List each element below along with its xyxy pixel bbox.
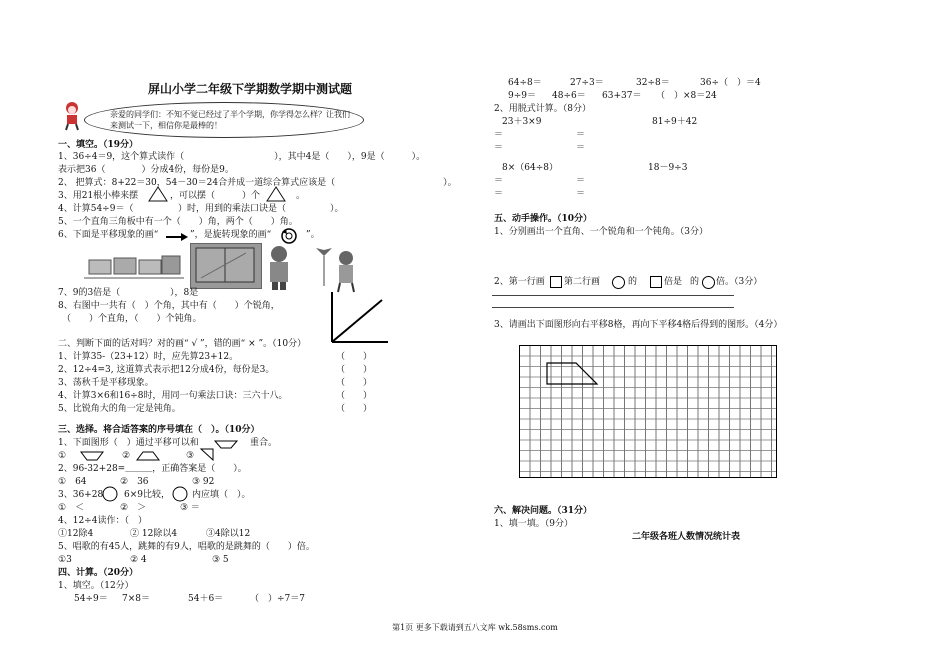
trapezoid-shape [546,362,602,388]
s3-q1a: 1、下面图形（ ）通过平移可以和 [58,438,199,448]
s2-item-4: 4、计算3×6和16÷8时，用同一句乘法口诀：三六十八。 [58,391,288,401]
shape-option-3-icon [200,448,214,462]
boy-picture [262,244,296,290]
s1-q8a: 8、右图中一共有（ ）个角，其中有（ ）个锐角， [58,301,280,311]
window-picture-detail [196,248,254,282]
s2-mark-5: （ ） [336,404,373,414]
s4-row2-b: 27÷3＝ [570,78,604,88]
bubble-text: 亲爱的同学们：不知不觉已经过了半个学期，你学得怎么样？让我们来测试一下，相信你是最棒的！ [110,110,350,130]
s2-mark-3: （ ） [336,378,373,388]
s4-expr-2: 81÷9＋42 [652,117,698,127]
s3-q1b: 重合。 [250,438,278,448]
s3-opt-1: ① [58,451,67,461]
s1-q4b: ）时，用到的乘法口诀是（ [178,204,287,214]
s3-q5: 5、唱歌的有45人，跳舞的有9人，唱歌的是跳舞的（ ）倍。 [58,542,315,552]
s4-eq-2a: ＝ [494,143,504,153]
s1-q8b: （ ）个直角，（ ）个钝角。 [62,314,202,324]
square-icon [650,276,662,288]
girl-pinwheel-picture [312,246,364,294]
s4-row2-d: 36÷（ ）＝4 [700,78,761,88]
s4-eq-1b: ＝ [576,130,586,140]
s3-q2-opt-2: ② 36 [120,477,149,487]
s5-q2c: 的 [628,277,638,287]
s5-q2e: 的 [690,277,700,287]
s4-eq-1a: ＝ [494,130,504,140]
square-icon [550,276,562,288]
s1-q6a: 6、下面是平移现象的画“ [58,230,159,240]
s4-expr-1: 23＋3×9 [502,117,542,127]
drawing-line-1 [492,295,734,296]
s4-q2: 2、用脱式计算。（8分） [494,104,591,114]
blank-circle-icon [102,486,118,502]
s1-q6b: ”，是旋转现象的画“ [190,230,272,240]
s2-item-3: 3、荡秋千是平移现象。 [58,378,154,388]
s2-mark-4: （ ） [336,391,373,401]
s3-q4-opt-2: ② 12除以4 [130,529,178,539]
s3-q4: 4、12÷4读作：（ ） [58,516,147,526]
table-title: 二年级各班人数情况统计表 [632,532,741,542]
s1-q3a: 3、用21根小棒来摆 [58,191,139,201]
s4-expr-3: 8×（64÷8） [502,163,558,173]
section-5-heading: 五、动手操作。（10分） [494,214,593,224]
section-1-heading: 一、填空。（19分） [58,140,139,150]
s4-eq-2b: ＝ [576,143,586,153]
s2-mark-2: （ ） [336,365,373,375]
s3-q2-opt-3: ③ 92 [192,477,215,487]
drawing-line-2 [492,307,734,308]
s4-row3-d: （ ）×8＝24 [656,91,717,101]
s3-q3-opt-2: ② ＞ [120,503,147,513]
s3-q3-opt-1: ① ＜ [58,503,85,513]
s6-q1: 1、填一填。（9分） [494,519,573,529]
rotation-icon [280,227,298,245]
s1-q3b: ，可以摆（ ）个 [170,191,261,201]
s5-q3: 3、请画出下面图形向右平移8格，再向下平移4格后得到的图形。（4分） [494,320,783,330]
s2-item-1: 1、计算35-（23+12）时，应先算23+12。 [58,352,239,362]
s4-expr-4: 18－9÷3 [648,163,688,173]
s3-q3b: 6×9比较， [124,490,170,500]
s4-row3-b: 48÷6＝ [552,91,586,101]
s5-q2d: 倍是 [664,277,683,287]
s4-row1-d: （ ）÷7＝7 [250,594,305,604]
s5-q2f: 倍。（3分） [716,277,763,287]
s3-q4-opt-1: ①12除4 [58,529,94,539]
shape-option-2-icon [136,450,160,462]
s4-eq-3b: ＝ [576,176,586,186]
s4-q1: 1、填空。（12分） [58,581,134,591]
s4-row1-a: 54÷9＝ [74,594,108,604]
page-title: 屏山小学二年级下学期数学期中测试题 [148,82,353,96]
s4-row2-c: 32÷8＝ [636,78,670,88]
boat-shape-icon [214,438,238,450]
shape-option-1-icon [80,450,104,462]
blank-circle-icon [172,486,188,502]
train-picture [84,248,184,284]
s3-q3a: 3、36+28 [58,490,104,500]
s3-opt-3: ③ [186,451,195,461]
s1-q3c: 。 [296,191,306,201]
s5-q2a: 2、第一行画 [494,277,545,287]
s2-mark-1: （ ） [336,352,373,362]
s1-q4c: ）。 [330,204,344,214]
s1-q4a: 4、计算54÷9＝（ [58,204,134,214]
s1-q7b: ），8是 [170,288,199,298]
s4-row2-a: 64÷8＝ [508,78,542,88]
section-6-heading: 六、解决问题。（31分） [494,506,593,516]
circle-icon [612,276,625,289]
s3-q5-opt-1: ①3 [58,555,72,565]
s3-q2: 2、96-32+28=＿＿＿，正确答案是（ ）。 [58,464,247,474]
s3-q3-opt-3: ③ ＝ [180,503,200,513]
s3-q5-opt-3: ③ 5 [212,555,229,565]
s1-q6c: ”。 [306,230,320,240]
s4-eq-4a: ＝ [494,189,504,199]
section-4-heading: 四、计算。（20分） [58,568,139,578]
mascot-icon [60,100,84,130]
s4-eq-4b: ＝ [576,189,586,199]
s4-row1-b: 7×8＝ [122,594,150,604]
page-footer: 第1页 更多下载请到五八文库 wk.58sms.com [392,623,558,632]
s5-q2b: 第二行画 [564,277,601,287]
s3-q3c: 内应填（ ）。 [192,490,251,500]
s1-q5: 5、一个直角三角板中有一个（ ）角，两个（ ）角。 [58,217,298,227]
right-arrow-icon [166,233,188,241]
s3-q4-opt-3: ③4除以12 [206,529,251,539]
s3-q2-opt-1: ① 64 [58,477,87,487]
s1-q2: 2、 把算式：8+22＝30，54－30＝24合并成一道综合算式应该是（ ）。 [58,178,457,188]
s4-eq-3a: ＝ [494,176,504,186]
s2-item-2: 2、12÷4=3, 这道算式表示把12分成4份，每份是3。 [58,365,275,375]
s3-q5-opt-2: ② 4 [130,555,147,565]
triangle-icon [148,186,168,202]
s5-q1: 1、分别画出一个直角、一个锐角和一个钝角。（3分） [494,227,708,237]
s4-row1-c: 54＋6＝ [188,594,224,604]
s2-item-5: 5、比锐角大的角一定是钝角。 [58,404,181,414]
section-3-heading: 三、选择。将合适答案的序号填在（ ）。（10分） [58,425,260,435]
s1-q1: 1、36÷4＝9，这个算式读作（ ），其中4是（ ），9是（ ）。 [58,152,426,162]
section-2-heading: 二、判断下面的话对吗？对的画“ √ ”，错的画“ × ”。（10分） [58,339,307,349]
circle-icon [702,276,715,289]
s4-row3-a: 9÷9＝ [508,91,536,101]
s4-row3-c: 63+37＝ [602,91,642,101]
angle-figure [330,292,390,350]
triangle-icon [266,186,286,202]
s1-q7a: 7、9的3倍是（ [58,288,121,298]
s3-opt-2: ② [122,451,131,461]
s1-q1b: 表示把36（ ）分成4份，每份是9。 [58,165,234,175]
